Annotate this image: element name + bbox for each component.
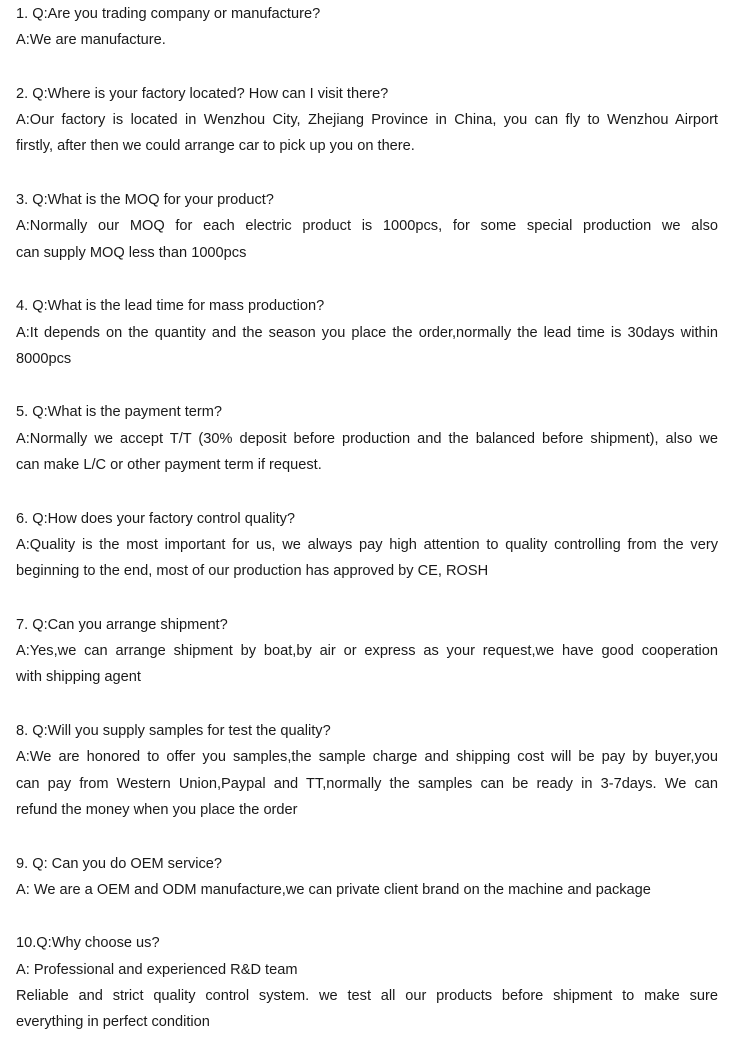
faq-answer-line: A: We are a OEM and ODM manufacture,we can private client brand on the machine and package <box>16 881 651 898</box>
faq-answer-line: A:It depends on the quantity and the season you place the order,normally the lead time is 30days within <box>16 324 718 341</box>
faq-answer-line: everything in perfect condition <box>16 1014 210 1031</box>
faq-question: 7. Q:Can you arrange shipment? <box>16 616 228 633</box>
faq-question: 5. Q:What is the payment term? <box>16 404 223 421</box>
faq-item <box>16 292 718 372</box>
faq-item <box>16 505 718 585</box>
faq-answer-line: A:Normally our MOQ for each electric product is 1000pcs, for some special production we also <box>16 218 718 235</box>
faq-question: 2. Q:Where is your factory located? How can I visit there? <box>16 85 389 102</box>
faq-answer-line: 8000pcs <box>16 350 72 367</box>
faq-question: 3. Q:What is the MOQ for your product? <box>16 192 274 209</box>
faq-answer-line: A:Quality is the most important for us, we always pay high attention to quality controlling from the very <box>16 536 718 553</box>
faq-answer-line: Reliable and strict quality control system. we test all our products before shipment to make sure <box>16 987 718 1004</box>
faq-answer-line: refund the money when you place the order <box>16 801 298 818</box>
faq-answer-line: beginning to the end, most of our production has approved by CE, ROSH <box>16 563 489 580</box>
faq-answer-line: A:Yes,we can arrange shipment by boat,by air or express as your request,we have good cooperation <box>16 643 718 660</box>
faq-answer-line: A:We are honored to offer you samples,the sample charge and shipping cost will be pay by buyer,you <box>16 749 718 766</box>
faq-item <box>16 611 718 691</box>
faq-question: 6. Q:How does your factory control quality? <box>16 510 296 527</box>
faq-question: 10.Q:Why choose us? <box>16 935 160 952</box>
faq-item <box>16 929 718 1035</box>
faq-question: 9. Q: Can you do OEM service? <box>16 855 223 872</box>
faq-question: 4. Q:What is the lead time for mass production? <box>16 298 325 315</box>
faq-document <box>16 0 718 1062</box>
faq-item <box>16 717 718 823</box>
faq-answer-line: A:Normally we accept T/T (30% deposit before production and the balanced before shipment), also we <box>16 430 718 447</box>
faq-answer-line: A: Professional and experienced R&D team <box>16 961 298 978</box>
faq-answer-line: A:Our factory is located in Wenzhou City, Zhejiang Province in China, you can fly to Wenzhou Airport <box>16 112 718 129</box>
faq-question: 8. Q:Will you supply samples for test the quality? <box>16 723 331 740</box>
faq-item <box>16 80 718 160</box>
faq-answer-line: A:We are manufacture. <box>16 32 166 49</box>
faq-answer-line: can make L/C or other payment term if request. <box>16 457 322 474</box>
faq-question: 1. Q:Are you trading company or manufacture? <box>16 6 321 22</box>
faq-item <box>16 850 718 904</box>
faq-answer-line: firstly, after then we could arrange car to pick up you on there. <box>16 138 415 155</box>
faq-item <box>16 1 718 54</box>
faq-answer-line: can pay from Western Union,Paypal and TT,normally the samples can be ready in 3-7days. We can <box>16 775 718 792</box>
faq-answer-line: with shipping agent <box>16 669 141 686</box>
faq-item <box>16 398 718 478</box>
faq-item <box>16 186 718 266</box>
faq-answer-line: can supply MOQ less than 1000pcs <box>16 244 247 261</box>
